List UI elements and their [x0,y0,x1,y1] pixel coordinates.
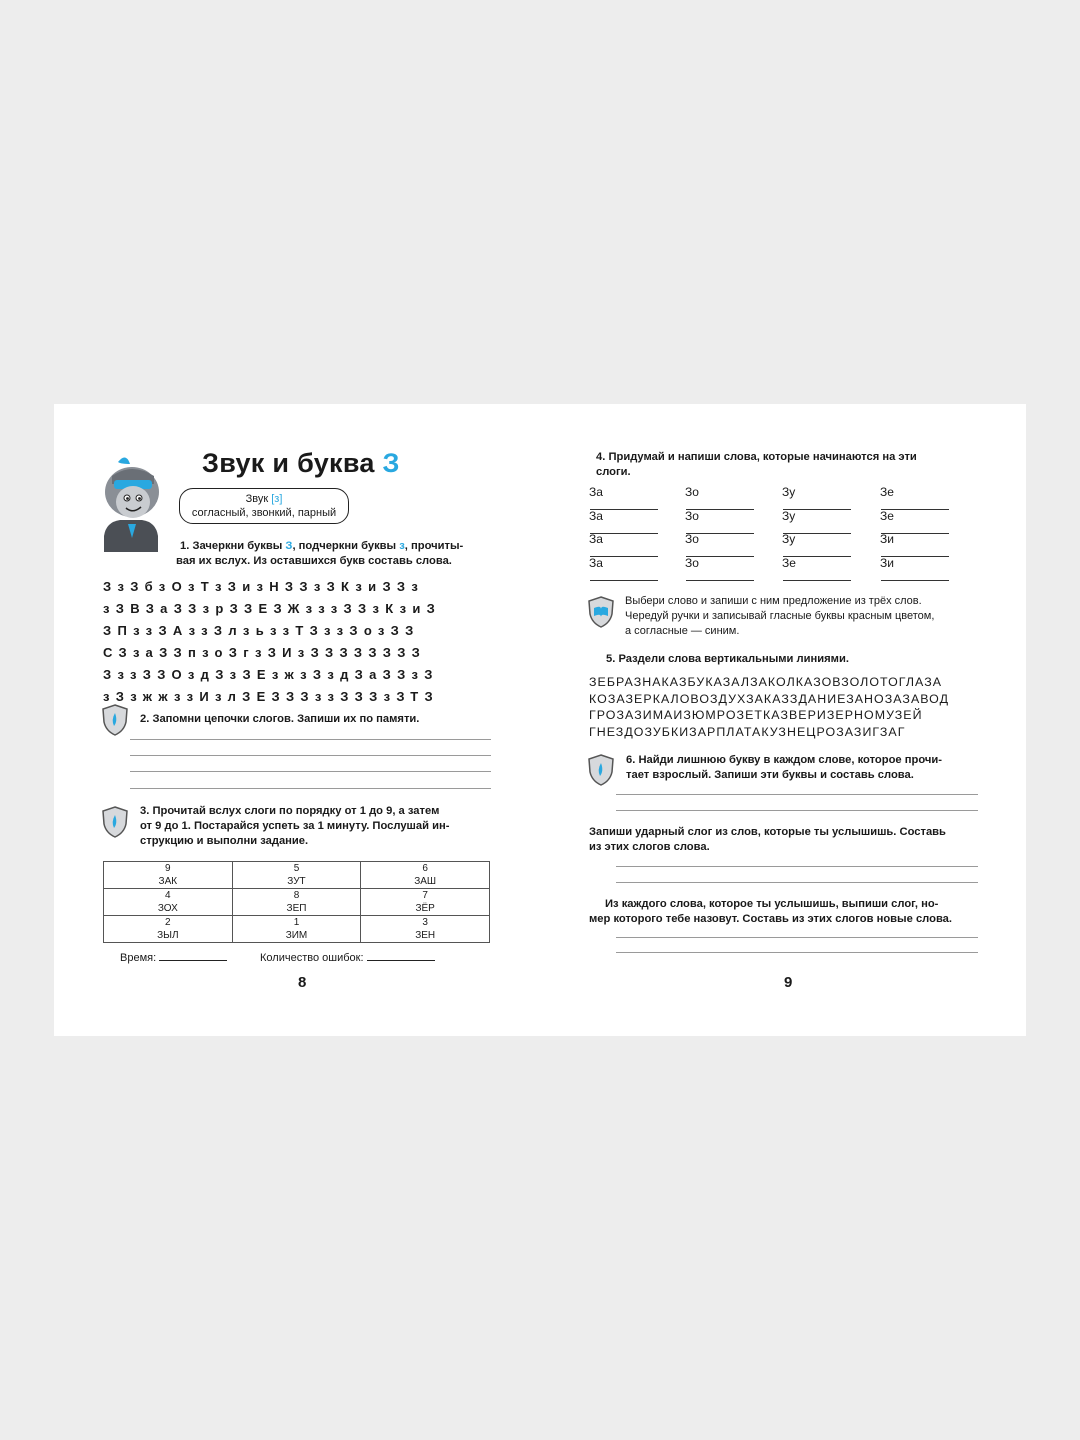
task6-text: 6. Найди лишнюю букву в каждом слове, которое прочи- тает взрослый. Запиши эти буквы и составь слова. [626,754,943,781]
shield-icon [102,806,128,838]
letter-grid-row: зЗзжжззИзлЗЕЗЗЗззЗЗЗзЗТЗ [103,689,439,704]
table-cell: 1 ЗИМ [232,916,361,943]
letter-string-row: ГРОЗАЗИМАИЗЮМРОЗЕТКАЗВЕРИЗЕРНОМУЗЕЙ [589,708,923,722]
book-shield-icon [588,596,614,628]
stem-item: Зо [685,509,754,537]
stem-item: За [589,532,658,560]
table-row [104,889,490,916]
table-cell: 2 ЗЫЛ [104,916,233,943]
book-spread [54,404,1026,1036]
stem-item: Зо [685,532,754,560]
extra-task-text: Выбери слово и запиши с ним предложение из трёх слов. Чередуй ручки и записывай гласные буквы красным цветом, а согласные — синим. [625,595,935,637]
page-number-right: 9 [784,974,793,991]
stem-item: Зу [782,532,851,560]
knight-mascot-illustration [98,454,162,554]
stem-item: За [589,556,658,584]
writing-line [616,882,978,883]
table-cell: 3 ЗЕН [361,916,490,943]
stem-item: Зу [782,485,851,513]
table-row [104,916,490,943]
task4-text: 4. Придумай и напиши слова, которые начинаются на эти слоги. [596,451,917,478]
stem-item: Зу [782,509,851,537]
letter-grid-row: ЗзЗбзОзТзЗизНЗЗзЗКзиЗЗз [103,579,425,594]
table-cell: 4 ЗОХ [104,889,233,916]
writing-line [130,771,491,772]
letter-grid-row: ЗПззЗАззЗлзьззТЗззЗозЗЗ [103,623,420,638]
stem-item: За [589,509,658,537]
errors-field: Количество ошибок: [260,952,435,964]
syllable-table [103,861,490,943]
letter-grid-row: ЗззЗЗОздЗзЗЕзжзЗздЗаЗЗзЗ [103,667,439,682]
writing-line [130,755,491,756]
letter-grid [103,579,441,711]
writing-line [616,794,978,795]
syllable-task-text: Из каждого слова, которое ты услышишь, выпиши слог, но- мер которого тебе назовут. Составь из этих слогов новые слова. [589,898,953,925]
stem-item: За [589,485,658,513]
stem-item: Зи [880,532,949,560]
table-cell: 7 ЗЁР [361,889,490,916]
writing-line [130,788,491,789]
writing-line [616,937,978,938]
table-cell: 5 ЗУТ [232,862,361,889]
writing-line [130,739,491,740]
sound-description-bubble: Звук [з] согласный, звонкий, парный [179,488,349,524]
letter-string-row: КОЗАЗЕРКАЛОВОЗДУХЗАКАЗЗДАНИЕЗАНОЗАЗАВОД [589,691,950,706]
writing-line [616,866,978,867]
stress-task-text: Запиши ударный слог из слов, которые ты услышишь. Составь из этих слогов слова. [589,826,946,853]
page-number-left: 8 [298,974,307,991]
stem-item: Зо [685,485,754,513]
shield-icon [102,704,128,736]
stem-item: Зе [880,485,949,513]
letter-grid-row: зЗВЗаЗЗзрЗЗЕЗЖзззЗЗзКзиЗ [103,601,442,616]
stem-item: Зе [880,509,949,537]
table-cell: 8 ЗЕП [232,889,361,916]
stem-item: Зи [880,556,949,584]
writing-line [616,952,978,953]
task5-text: 5. Раздели слова вертикальными линиями. [606,653,849,665]
table-cell: 9 ЗАК [104,862,233,889]
task3-text: 3. Прочитай вслух слоги по порядку от 1 до 9, а затем от 9 до 1. Постарайся успеть за 1 минуту. Послушай ин- струкцию и выполни задание. [140,805,450,847]
writing-line [616,810,978,811]
letter-string-row: ГНЕЗДОЗУБКИЗАРПЛАТАКУЗНЕЦРОЗАЗИГЗАГ [589,724,906,739]
stem-item: Зо [685,556,754,584]
letter-strings [589,674,949,740]
time-field: Время: [120,952,227,964]
table-cell: 6 ЗАШ [361,862,490,889]
letter-string-row: ЗЕБРАЗНАКАЗБУКАЗАЛЗАКОЛКАЗОВЗОЛОТОГЛАЗА [589,675,943,689]
page-title: Звук и буква З [202,448,400,478]
shield-icon [588,754,614,786]
letter-grid-row: СЗзаЗЗпзоЗгзЗИзЗЗЗЗЗЗЗЗ [103,645,427,660]
table-row [104,862,490,889]
stem-item: Зе [782,556,851,584]
task2-text: 2. Запомни цепочки слогов. Запиши их по памяти. [140,713,420,725]
task1-text: 1. Зачеркни буквы З, подчеркни буквы з, прочиты- вая их вслух. Из оставшихся букв составь слова. [176,540,464,567]
